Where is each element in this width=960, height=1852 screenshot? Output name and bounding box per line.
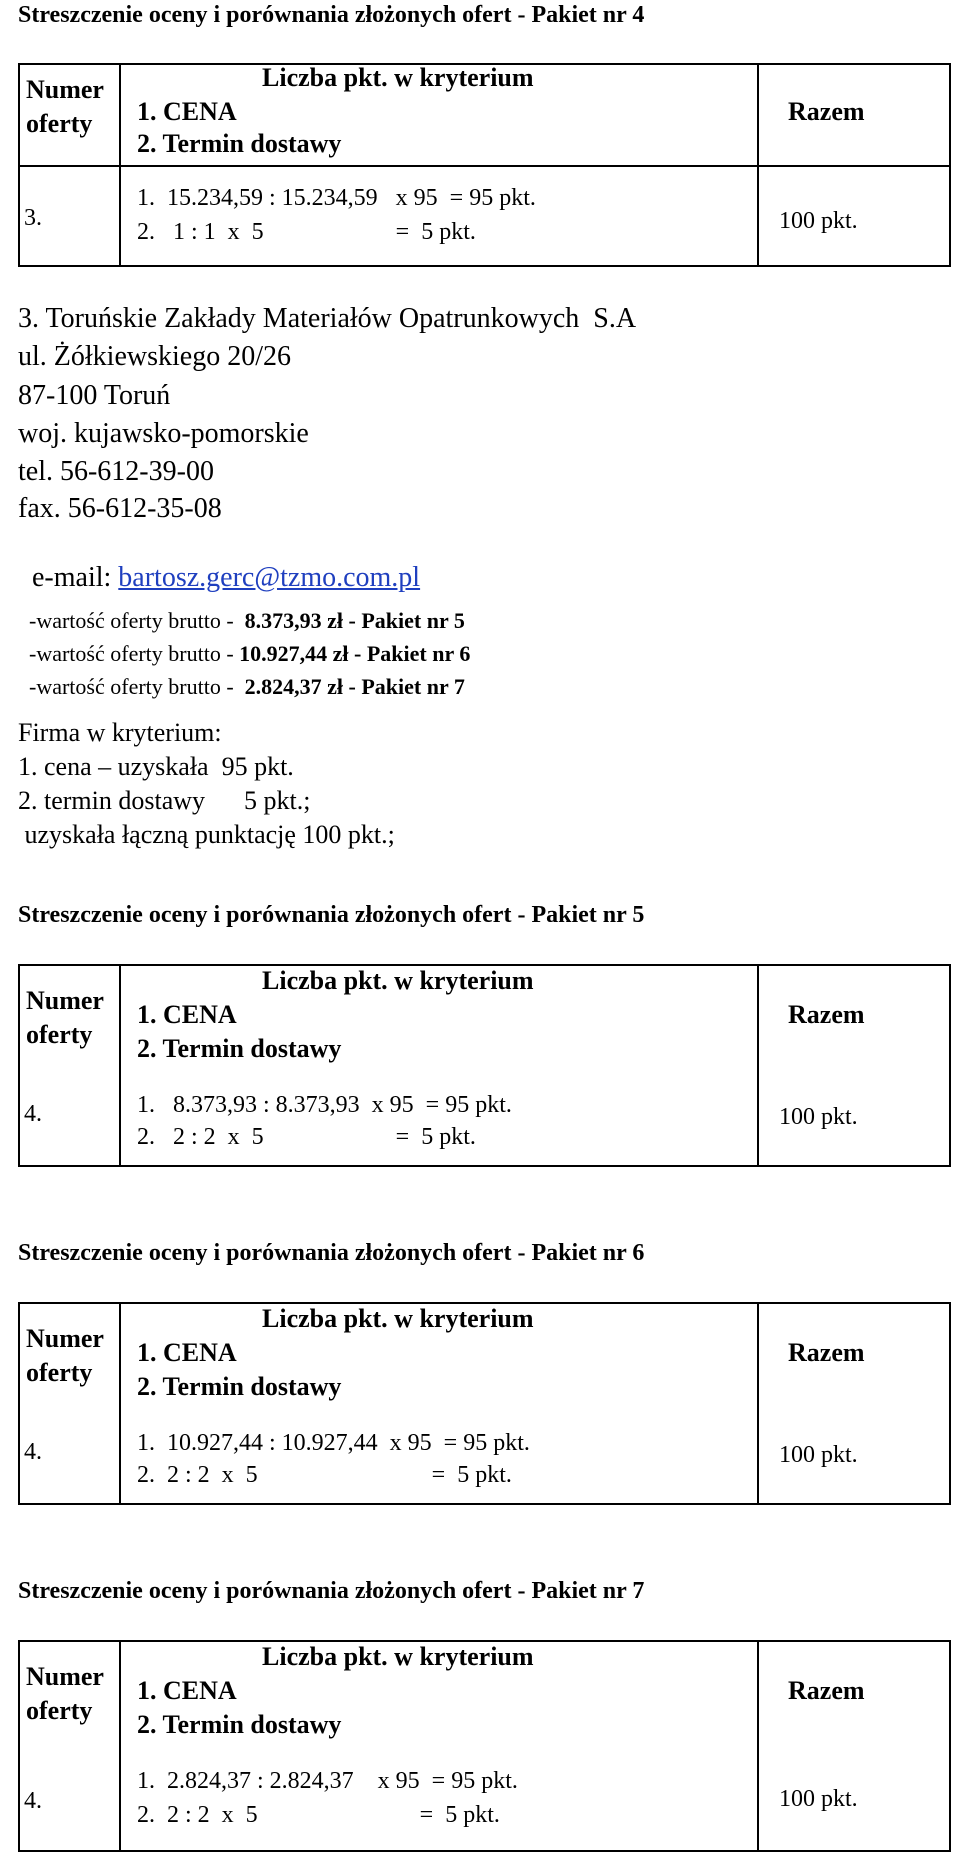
offer-number: 3. (24, 205, 42, 231)
header-numer: Numer (26, 986, 104, 1015)
header-liczba: Liczba pkt. w kryterium (262, 966, 534, 995)
offer-number: 4. (24, 1788, 42, 1814)
firma-total: uzyskała łączną punktację 100 pkt.; (18, 820, 395, 849)
offer-label: -wartość oferty brutto - (29, 641, 240, 666)
score-table-pakiet-4 (18, 63, 951, 267)
header-razem: Razem (788, 1000, 865, 1029)
company-region: woj. kujawsko-pomorskie (18, 418, 309, 449)
company-name: 3. Toruńskie Zakłady Materiałów Opatrunkowych S.A (18, 303, 637, 334)
header-oferty: oferty (26, 109, 93, 138)
section-title-pakiet-6: Streszczenie oceny i porównania złożonych ofert - Pakiet nr 6 (18, 1240, 645, 1266)
header-termin: 2. Termin dostawy (137, 129, 342, 158)
header-liczba: Liczba pkt. w kryterium (262, 63, 534, 92)
offer-value-pakiet-7 (18, 648, 465, 700)
header-oferty: oferty (26, 1358, 93, 1387)
header-numer: Numer (26, 1324, 104, 1353)
header-oferty: oferty (26, 1020, 93, 1049)
email-link[interactable]: bartosz.gerc@tzmo.com.pl (118, 562, 421, 593)
email-label: e-mail: (32, 562, 119, 593)
header-cena: 1. CENA (137, 1000, 237, 1029)
offer-label: -wartość oferty brutto - (29, 608, 245, 633)
header-cena: 1. CENA (137, 1338, 237, 1367)
firma-heading: Firma w kryterium: (18, 718, 222, 747)
header-cena: 1. CENA (137, 97, 237, 126)
header-liczba: Liczba pkt. w kryterium (262, 1642, 534, 1671)
score-line-1: 1. 2.824,37 : 2.824,37 x 95 = 95 pkt. (137, 1768, 518, 1794)
score-line-2: 2. 2 : 2 x 5 = 5 pkt. (137, 1802, 500, 1828)
offer-label: -wartość oferty brutto - (29, 674, 245, 699)
total-score: 100 pkt. (779, 1442, 858, 1468)
offer-amount: 8.373,93 zł - Pakiet nr 5 (244, 608, 465, 633)
offer-number: 4. (24, 1439, 42, 1465)
score-line-1: 1. 8.373,93 : 8.373,93 x 95 = 95 pkt. (137, 1092, 512, 1118)
total-score: 100 pkt. (779, 1786, 858, 1812)
offer-amount: 10.927,44 zł - Pakiet nr 6 (239, 641, 471, 666)
header-liczba: Liczba pkt. w kryterium (262, 1304, 534, 1333)
header-oferty: oferty (26, 1696, 93, 1725)
header-numer: Numer (26, 75, 104, 104)
header-numer: Numer (26, 1662, 104, 1691)
score-table-pakiet-5 (18, 964, 951, 1167)
header-termin: 2. Termin dostawy (137, 1034, 342, 1063)
header-razem: Razem (788, 1676, 865, 1705)
section-title-pakiet-5: Streszczenie oceny i porównania złożonych ofert - Pakiet nr 5 (18, 902, 645, 928)
score-line-2: 2. 2 : 2 x 5 = 5 pkt. (137, 1124, 476, 1150)
score-line-1: 1. 10.927,44 : 10.927,44 x 95 = 95 pkt. (137, 1430, 530, 1456)
total-score: 100 pkt. (779, 208, 858, 234)
section-title-pakiet-4: Streszczenie oceny i porównania złożonych ofert - Pakiet nr 4 (18, 2, 645, 28)
company-tel: tel. 56-612-39-00 (18, 456, 214, 487)
header-razem: Razem (788, 1338, 865, 1367)
header-cena: 1. CENA (137, 1676, 237, 1705)
score-line-1: 1. 15.234,59 : 15.234,59 x 95 = 95 pkt. (137, 185, 536, 211)
header-termin: 2. Termin dostawy (137, 1710, 342, 1739)
firma-termin: 2. termin dostawy 5 pkt.; (18, 786, 311, 815)
header-razem: Razem (788, 97, 865, 126)
company-fax: fax. 56-612-35-08 (18, 493, 222, 524)
score-table-pakiet-7 (18, 1640, 951, 1852)
offer-amount: 2.824,37 zł - Pakiet nr 7 (244, 674, 465, 699)
header-termin: 2. Termin dostawy (137, 1372, 342, 1401)
score-table-pakiet-6 (18, 1302, 951, 1505)
score-line-2: 2. 2 : 2 x 5 = 5 pkt. (137, 1462, 512, 1488)
firma-cena: 1. cena – uzyskała 95 pkt. (18, 752, 294, 781)
company-street: ul. Żółkiewskiego 20/26 (18, 341, 291, 372)
offer-number: 4. (24, 1101, 42, 1127)
company-city: 87-100 Toruń (18, 380, 171, 411)
score-line-2: 2. 1 : 1 x 5 = 5 pkt. (137, 219, 476, 245)
section-title-pakiet-7: Streszczenie oceny i porównania złożonych ofert - Pakiet nr 7 (18, 1578, 645, 1604)
total-score: 100 pkt. (779, 1104, 858, 1130)
